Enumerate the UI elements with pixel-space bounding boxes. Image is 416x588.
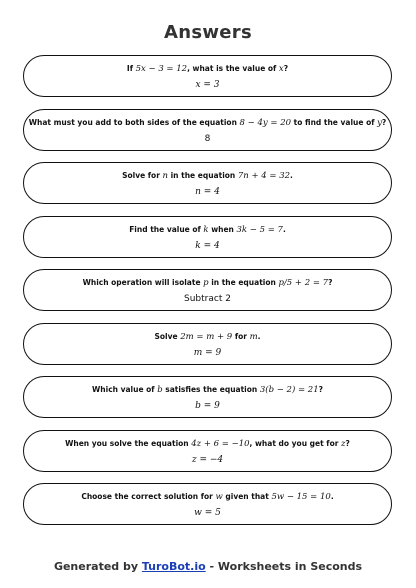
answer-text: x = 3 xyxy=(195,80,220,90)
answer-card xyxy=(23,269,392,311)
answer-card xyxy=(23,430,392,472)
question-text: When you solve the equation 4z + 6 = −10, what do you get for z? xyxy=(65,438,350,449)
answer-card xyxy=(23,216,392,258)
answer-list xyxy=(23,55,392,537)
answer-text: w = 5 xyxy=(194,508,221,518)
answer-card xyxy=(23,162,392,204)
question-text: Solve for n in the equation 7n + 4 = 32. xyxy=(122,171,293,181)
question-text: Which operation will isolate p in the equation p/5 + 2 = 7? xyxy=(82,278,333,288)
answer-text: z = −4 xyxy=(191,454,224,465)
answer-text: m = 9 xyxy=(193,347,222,358)
question-text: Solve 2m = m + 9 for m. xyxy=(154,331,261,342)
answer-text: k = 4 xyxy=(195,240,220,251)
answer-text: b = 9 xyxy=(195,401,220,411)
answer-text: Subtract 2 xyxy=(184,294,231,304)
footer xyxy=(0,560,416,573)
question-text: Which value of b satisfies the equation 3(b − 2) = 21? xyxy=(92,385,323,395)
footer-prefix: Generated by xyxy=(53,560,142,573)
question-text: Choose the correct solution for w given that 5w − 15 = 10. xyxy=(81,492,334,502)
question-text: Find the value of k when 3k − 5 = 7. xyxy=(129,224,286,235)
answer-card xyxy=(23,376,392,418)
answer-card xyxy=(23,323,392,365)
footer-suffix: - Worksheets in Seconds xyxy=(205,560,363,573)
answer-text: n = 4 xyxy=(195,187,220,197)
question-text: What must you add to both sides of the equation 8 − 4y = 20 to find the value of y? xyxy=(28,117,387,128)
answer-card xyxy=(23,109,392,151)
turobot-link[interactable]: TuroBot.io xyxy=(141,560,206,573)
question-text: If 5x − 3 = 12, what is the value of x? xyxy=(126,64,289,74)
answer-card xyxy=(23,55,392,97)
answer-card xyxy=(23,483,392,525)
page-title: Answers xyxy=(164,22,252,43)
answer-text: 8 xyxy=(204,133,211,144)
